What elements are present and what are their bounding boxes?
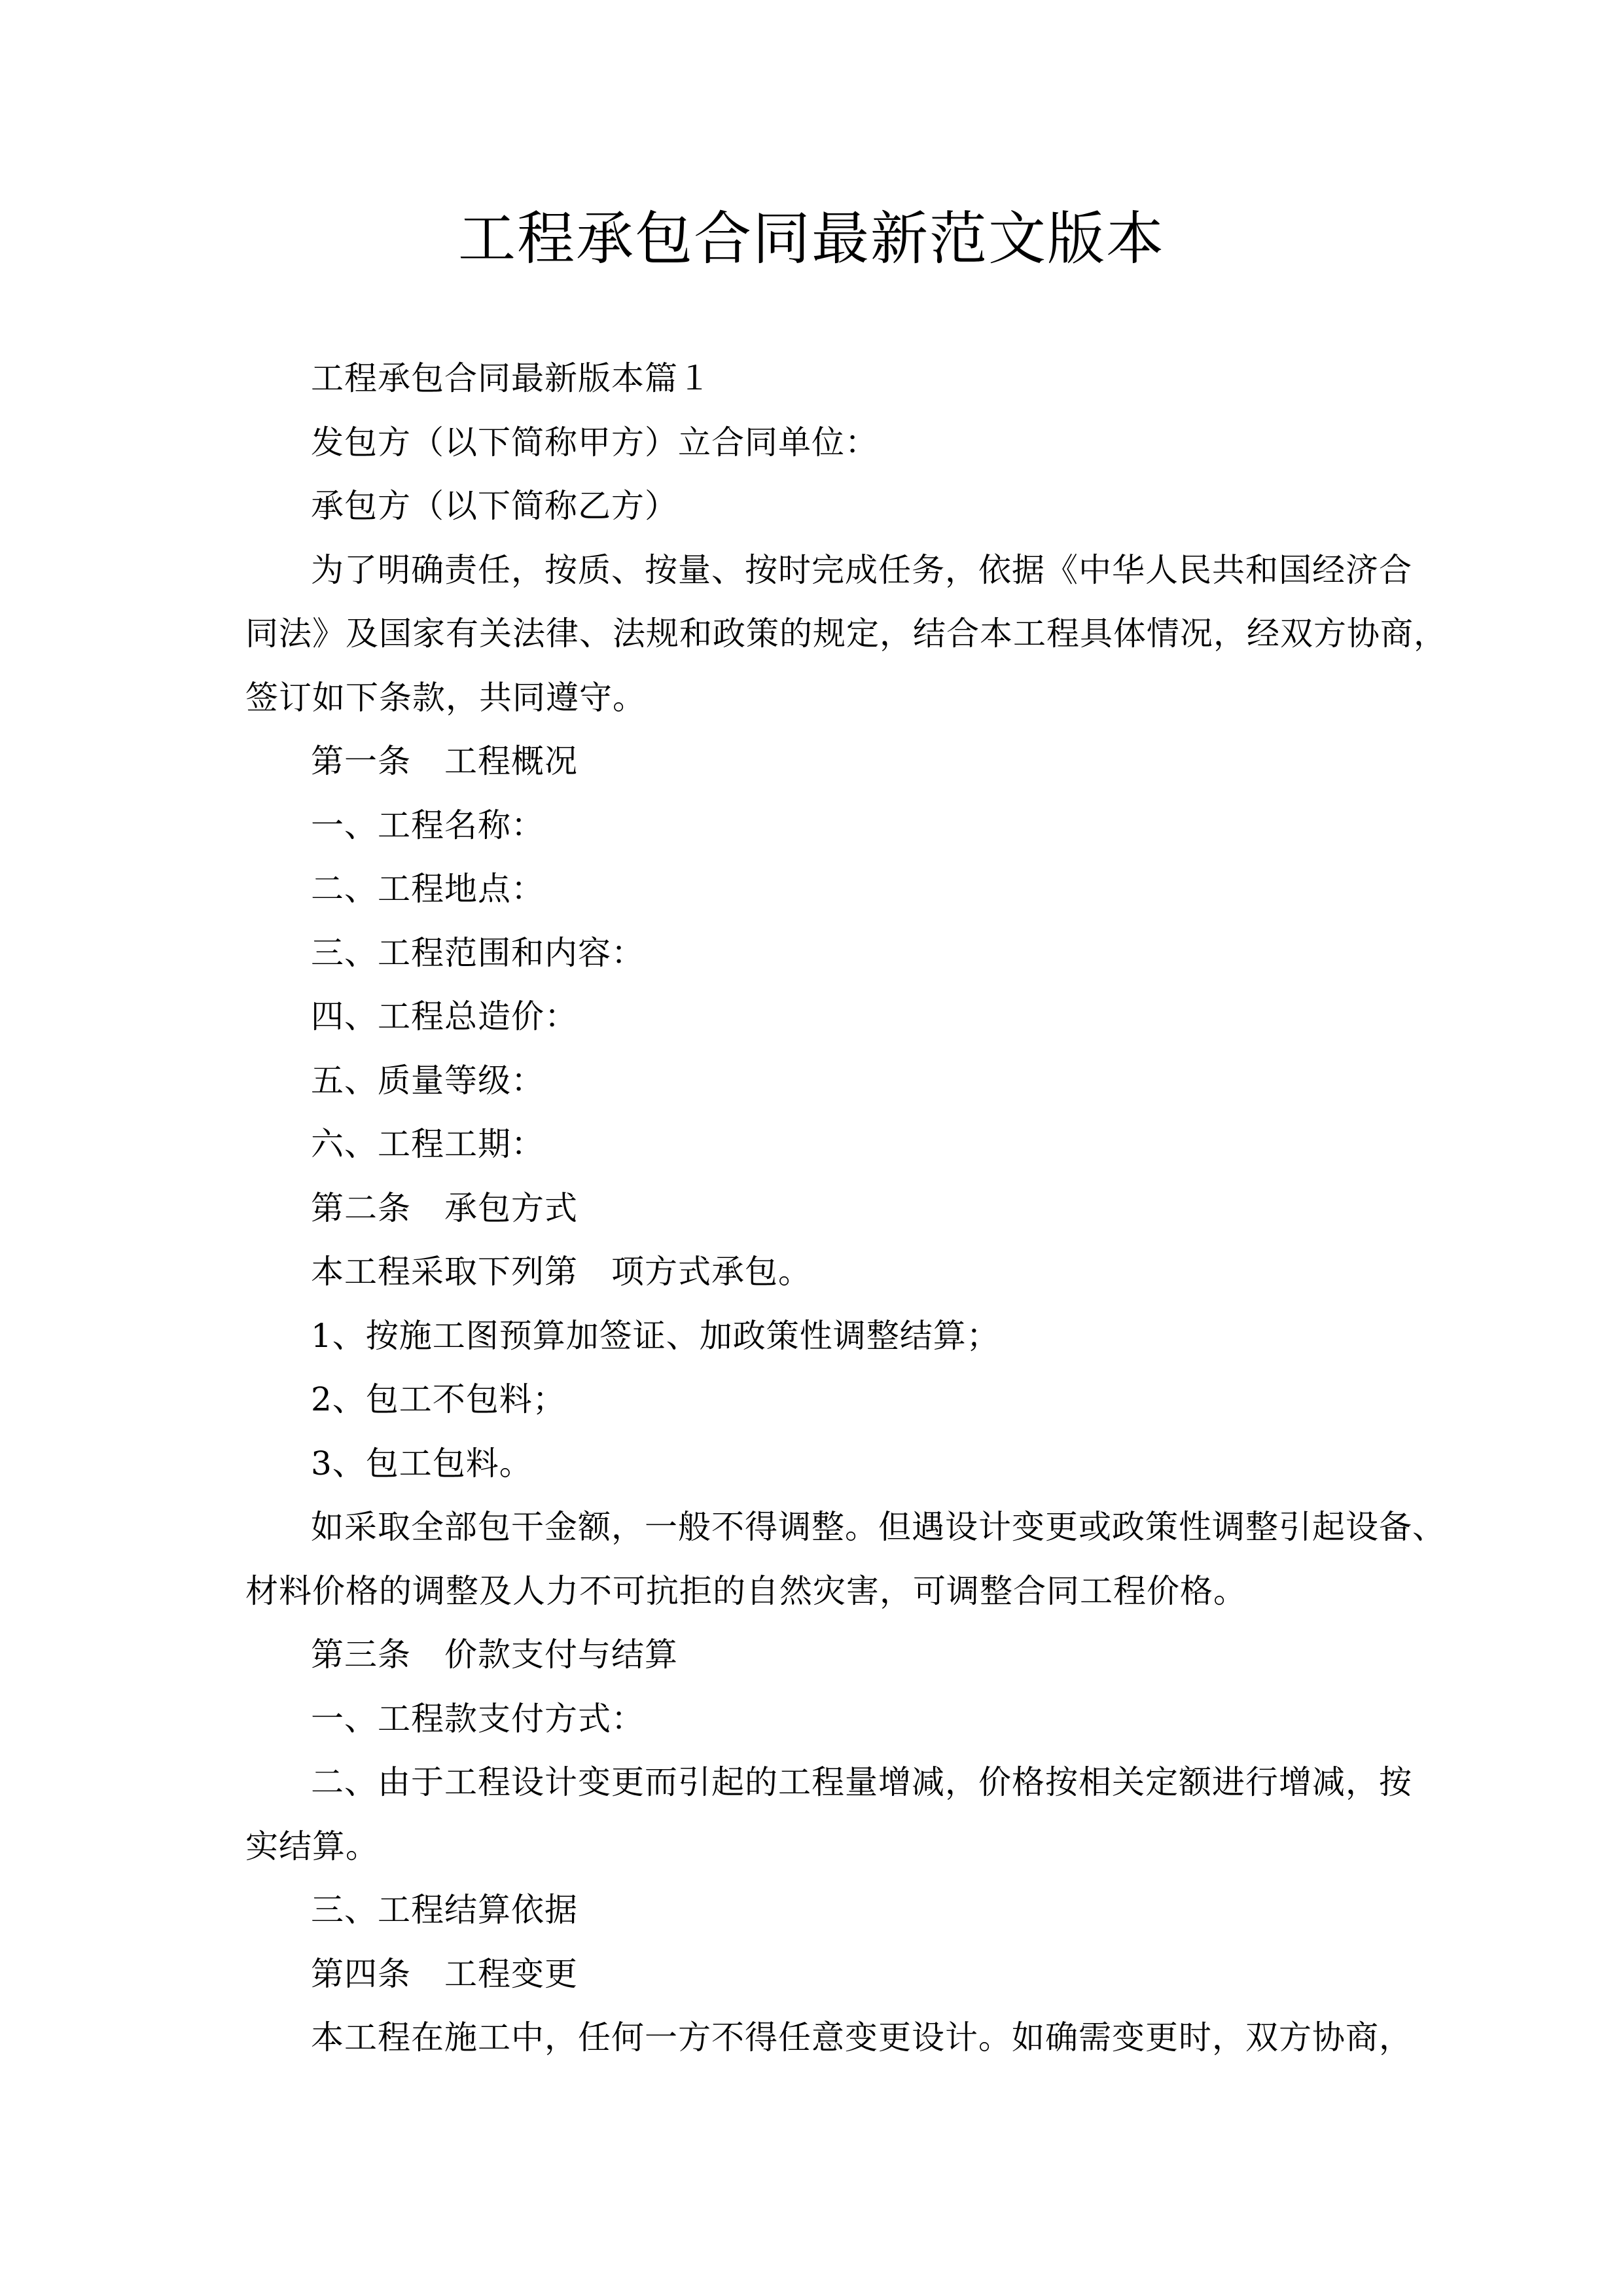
article-heading-2: 第二条 承包方式 [311,1189,578,1227]
paragraph-line: 本工程在施工中，任何一方不得任意变更设计。如确需变更时，双方协商， [311,2018,1412,2056]
list-item: 一、工程款支付方式： [311,1699,645,1738]
party-b-line: 承包方（以下简称乙方） [311,487,678,525]
list-item: 五、质量等级： [311,1061,544,1100]
list-item: 3、包工包料。 [311,1444,533,1482]
document-title: 工程承包合同最新范文版本 [457,205,1165,272]
paragraph-line: 如采取全部包干金额，一般不得调整。但遇设计变更或政策性调整引起设备、 [311,1508,1446,1546]
preamble-paragraph-line: 签订如下条款，共同遵守。 [245,678,646,717]
list-item: 四、工程总造价： [311,997,578,1035]
list-item: 六、工程工期： [311,1125,544,1163]
article-heading-3: 第三条 价款支付与结算 [311,1636,678,1674]
list-item: 一、工程名称： [311,806,544,844]
paragraph-line: 本工程采取下列第 项方式承包。 [311,1253,812,1291]
list-item: 1、按施工图预算加签证、加政策性调整结算； [311,1316,1000,1355]
preamble-paragraph-line: 为了明确责任，按质、按量、按时完成任务，依据《中华人民共和国经济合 [311,550,1412,589]
article-heading-4: 第四条 工程变更 [311,1954,578,1993]
section-heading-version: 工程承包合同最新版本篇１ [311,359,711,397]
list-item-continuation: 实结算。 [245,1827,379,1865]
preamble-paragraph-line: 同法》及国家有关法律、法规和政策的规定，结合本工程具体情况，经双方协商， [245,615,1447,653]
article-heading-1: 第一条 工程概况 [311,742,578,780]
list-item: 二、工程地点： [311,870,544,908]
list-item: 三、工程结算依据 [311,1891,578,1929]
document-body [245,347,1447,2070]
list-item: 二、由于工程设计变更而引起的工程量增减，价格按相关定额进行增减，按 [311,1763,1412,1801]
list-item: 三、工程范围和内容： [311,933,645,972]
list-item: 2、包工不包料； [311,1380,566,1418]
party-a-line: 发包方（以下简称甲方）立合同单位： [311,423,878,461]
paragraph-line: 材料价格的调整及人力不可抗拒的自然灾害，可调整合同工程价格。 [245,1571,1247,1610]
